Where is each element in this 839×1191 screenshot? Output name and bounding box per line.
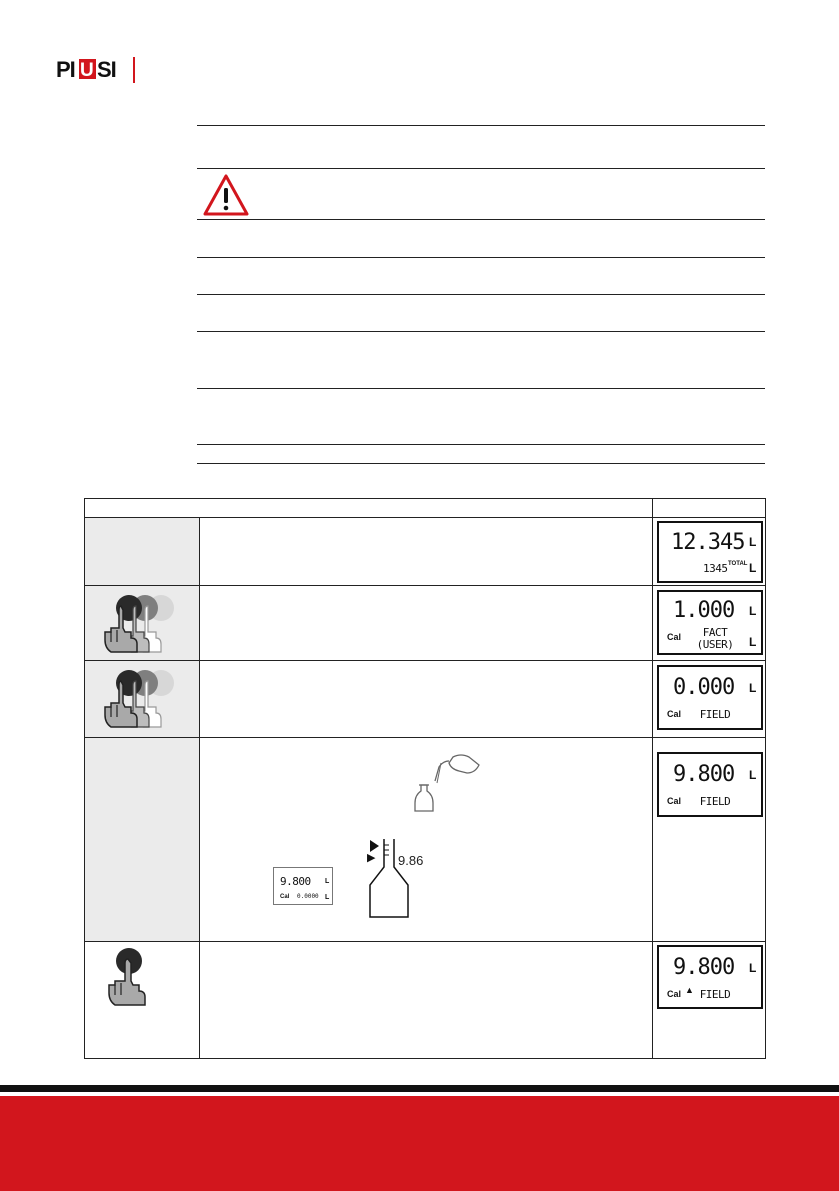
mini-display-value: 9.800	[280, 875, 311, 888]
row-divider	[85, 737, 765, 738]
lcd-display-step1	[657, 521, 763, 583]
triple-press-hand-icon	[101, 667, 181, 729]
row-divider	[85, 585, 765, 586]
row-divider	[85, 941, 765, 942]
display-mode-line1: FIELD	[699, 988, 731, 1001]
display-unit: L	[749, 768, 757, 782]
divider	[197, 219, 765, 220]
svg-text:PI: PI	[56, 57, 75, 81]
measuring-flask-icon	[368, 837, 428, 921]
pouring-hand-icon	[405, 751, 485, 813]
piusi-logo	[55, 57, 119, 81]
display-unit: L	[749, 535, 757, 549]
display-unit: L	[749, 635, 757, 649]
display-main-value: 12.345	[671, 530, 745, 555]
display-cal-label: Cal	[667, 709, 682, 719]
display-total-label: TOTAL	[728, 561, 748, 567]
divider	[197, 125, 765, 126]
display-mode-line1: FACT	[702, 626, 728, 639]
display-cal-label: Cal	[667, 632, 682, 642]
display-unit: L	[749, 961, 757, 975]
svg-text:U: U	[80, 60, 94, 81]
display-arrow-icon: ▲	[685, 985, 694, 995]
action-cell	[85, 738, 199, 941]
display-unit: L	[749, 561, 757, 575]
lcd-display-step5	[657, 945, 763, 1009]
footer-bar	[0, 1096, 839, 1191]
display-main-value: 1.000	[673, 598, 735, 623]
mini-display-unit: L	[325, 878, 330, 885]
display-unit: L	[749, 604, 757, 618]
mini-display-cal: Cal	[280, 894, 290, 900]
triple-press-hand-icon	[101, 592, 181, 654]
divider	[197, 388, 765, 389]
display-cal-label: Cal	[667, 989, 682, 999]
divider	[197, 257, 765, 258]
svg-text:SI: SI	[97, 57, 116, 81]
mini-display	[273, 867, 333, 905]
flask-marker-icon: ▶	[367, 851, 376, 864]
lcd-display-step2	[657, 590, 763, 655]
display-total-value: 1345	[703, 562, 728, 575]
display-mode-line1: FIELD	[699, 708, 731, 721]
mini-display-sub: 0.0000	[297, 893, 319, 900]
calibration-procedure-table	[84, 498, 766, 1059]
display-cal-label: Cal	[667, 796, 682, 806]
divider	[197, 294, 765, 295]
divider	[197, 168, 765, 169]
warning-triangle-icon	[203, 173, 249, 217]
row-divider	[85, 660, 765, 661]
single-press-hand-icon	[103, 945, 153, 1007]
divider	[197, 444, 765, 445]
display-unit: L	[749, 681, 757, 695]
display-main-value: 0.000	[673, 675, 735, 700]
lcd-display-step3	[657, 665, 763, 730]
display-main-value: 9.800	[673, 762, 735, 787]
divider	[197, 463, 765, 464]
row-divider	[85, 517, 765, 518]
divider	[197, 331, 765, 332]
action-cell	[85, 518, 199, 585]
brand-separator	[133, 57, 135, 83]
footer-rule	[0, 1085, 839, 1092]
display-mode-line2: (USER)	[696, 638, 734, 651]
flask-reading: 9.86	[398, 853, 424, 868]
display-main-value: 9.800	[673, 955, 735, 980]
lcd-display-step4	[657, 752, 763, 817]
mini-display-unit: L	[325, 894, 330, 901]
column-divider	[199, 517, 200, 1058]
display-mode-line1: FIELD	[699, 795, 731, 808]
column-divider	[652, 499, 653, 1058]
